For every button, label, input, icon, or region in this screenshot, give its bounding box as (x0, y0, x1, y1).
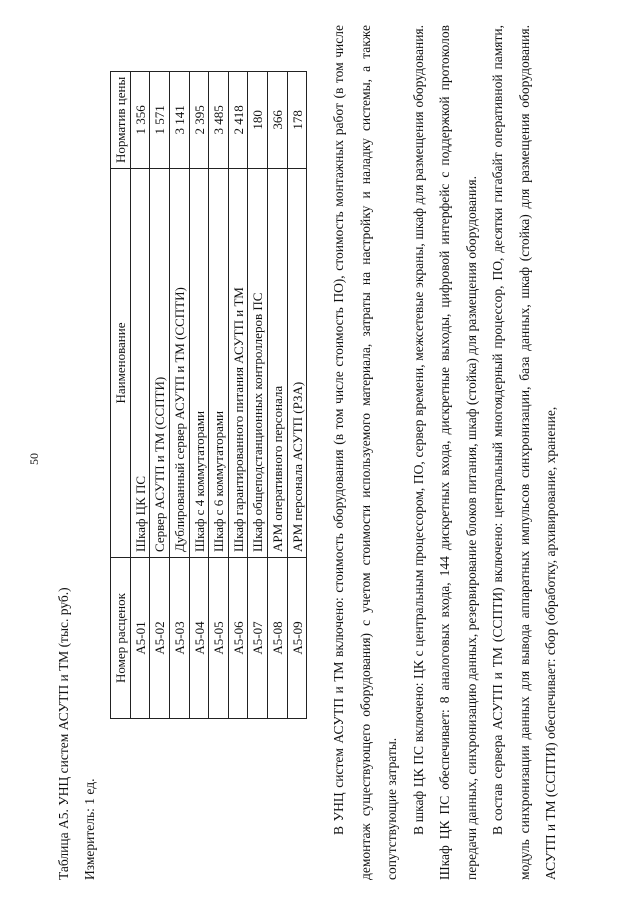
table-row (248, 71, 268, 718)
table-row (150, 71, 170, 718)
table-row (169, 71, 189, 718)
row-code: А5-02 (150, 558, 170, 719)
row-code: А5-09 (287, 558, 307, 719)
header-price: Норматив цены (111, 71, 131, 168)
row-name: Шкаф общеподстанционных контроллеров ПС (248, 169, 268, 558)
row-code: А5-08 (268, 558, 288, 719)
paragraph-scope: В УНЦ систем АСУТП и ТМ включено: стоимость оборудования (в том числе стоимость ПО), стоимость монтажных работ (в том числе демонтаж существующего оборудования) с учетом стоимости используемого материала, затраты на настройку и наладку системы, а также сопутствующие затраты. (331, 25, 399, 880)
table-row (268, 71, 288, 718)
header-code: Номер расценок (111, 558, 131, 719)
row-price: 366 (268, 71, 288, 168)
row-name: АРМ персонала АСУТП (РЗА) (287, 169, 307, 558)
table-row (209, 71, 229, 718)
row-price: 2 395 (189, 71, 209, 168)
row-name: Шкаф ЦК ПС (130, 169, 150, 558)
table-row (130, 71, 150, 718)
row-code: А5-05 (209, 558, 229, 719)
paragraph-ck-ps: В шкаф ЦК ПС включено: ЦК с центральным процессором, ПО, сервер времени, межсетевые экраны, шкаф для размещения оборудования. Шкаф ЦК ПС обеспечивает: 8 аналоговых входа, 144 дискретных входа, дискретные выходы, цифровой интерфейс с поддержкой протоколов передачи данных, синхронизацию данных, резервирование блоков питания, шкаф (стойка) для размещения оборудования. (410, 25, 479, 880)
row-name: Шкаф гарантированного питания АСУТП и ТМ (228, 169, 248, 558)
row-price: 3 141 (169, 71, 189, 168)
header-name: Наименование (111, 169, 131, 558)
table-units: Измеритель: 1 ед. (82, 778, 97, 880)
row-name: Сервер АСУТП и ТМ (ССПТИ) (150, 169, 170, 558)
row-price: 3 485 (209, 71, 229, 168)
table-row (189, 71, 209, 718)
table-header-row (111, 71, 131, 718)
row-price: 180 (248, 71, 268, 168)
row-name: АРМ оперативного персонала (268, 169, 288, 558)
row-code: А5-03 (169, 558, 189, 719)
row-code: А5-06 (228, 558, 248, 719)
row-code: А5-01 (130, 558, 150, 719)
rates-table (110, 71, 307, 719)
row-price: 1 356 (130, 71, 150, 168)
row-code: А5-07 (248, 558, 268, 719)
table-row (228, 71, 248, 718)
body-text (326, 25, 565, 880)
page-number: 50 (27, 453, 41, 465)
table-caption: Таблица А5. УНЦ систем АСУТП и ТМ (тыс. руб.) (56, 587, 71, 880)
row-name: Дублированный сервер АСУТП и ТМ (ССПТИ) (169, 169, 189, 558)
table-row (287, 71, 307, 718)
paragraph-server: В состав сервера АСУТП и ТМ (ССПТИ) включено: центральный многоядерный процессор, ПО, десятки гигабайт оперативной памяти, модуль синхронизации данных для вывода аппаратных импульсов синхронизации, база данных, шкаф (стойка) для размещения оборудования. АСУТП и ТМ (ССПТИ) обеспечивает: сбор (обработку, архивирование, хранение, (490, 25, 558, 880)
row-name: Шкаф с 6 коммутаторами (209, 169, 229, 558)
row-price: 1 571 (150, 71, 170, 168)
row-price: 178 (287, 71, 307, 168)
row-code: А5-04 (189, 558, 209, 719)
row-price: 2 418 (228, 71, 248, 168)
row-name: Шкаф с 4 коммутаторами (189, 169, 209, 558)
